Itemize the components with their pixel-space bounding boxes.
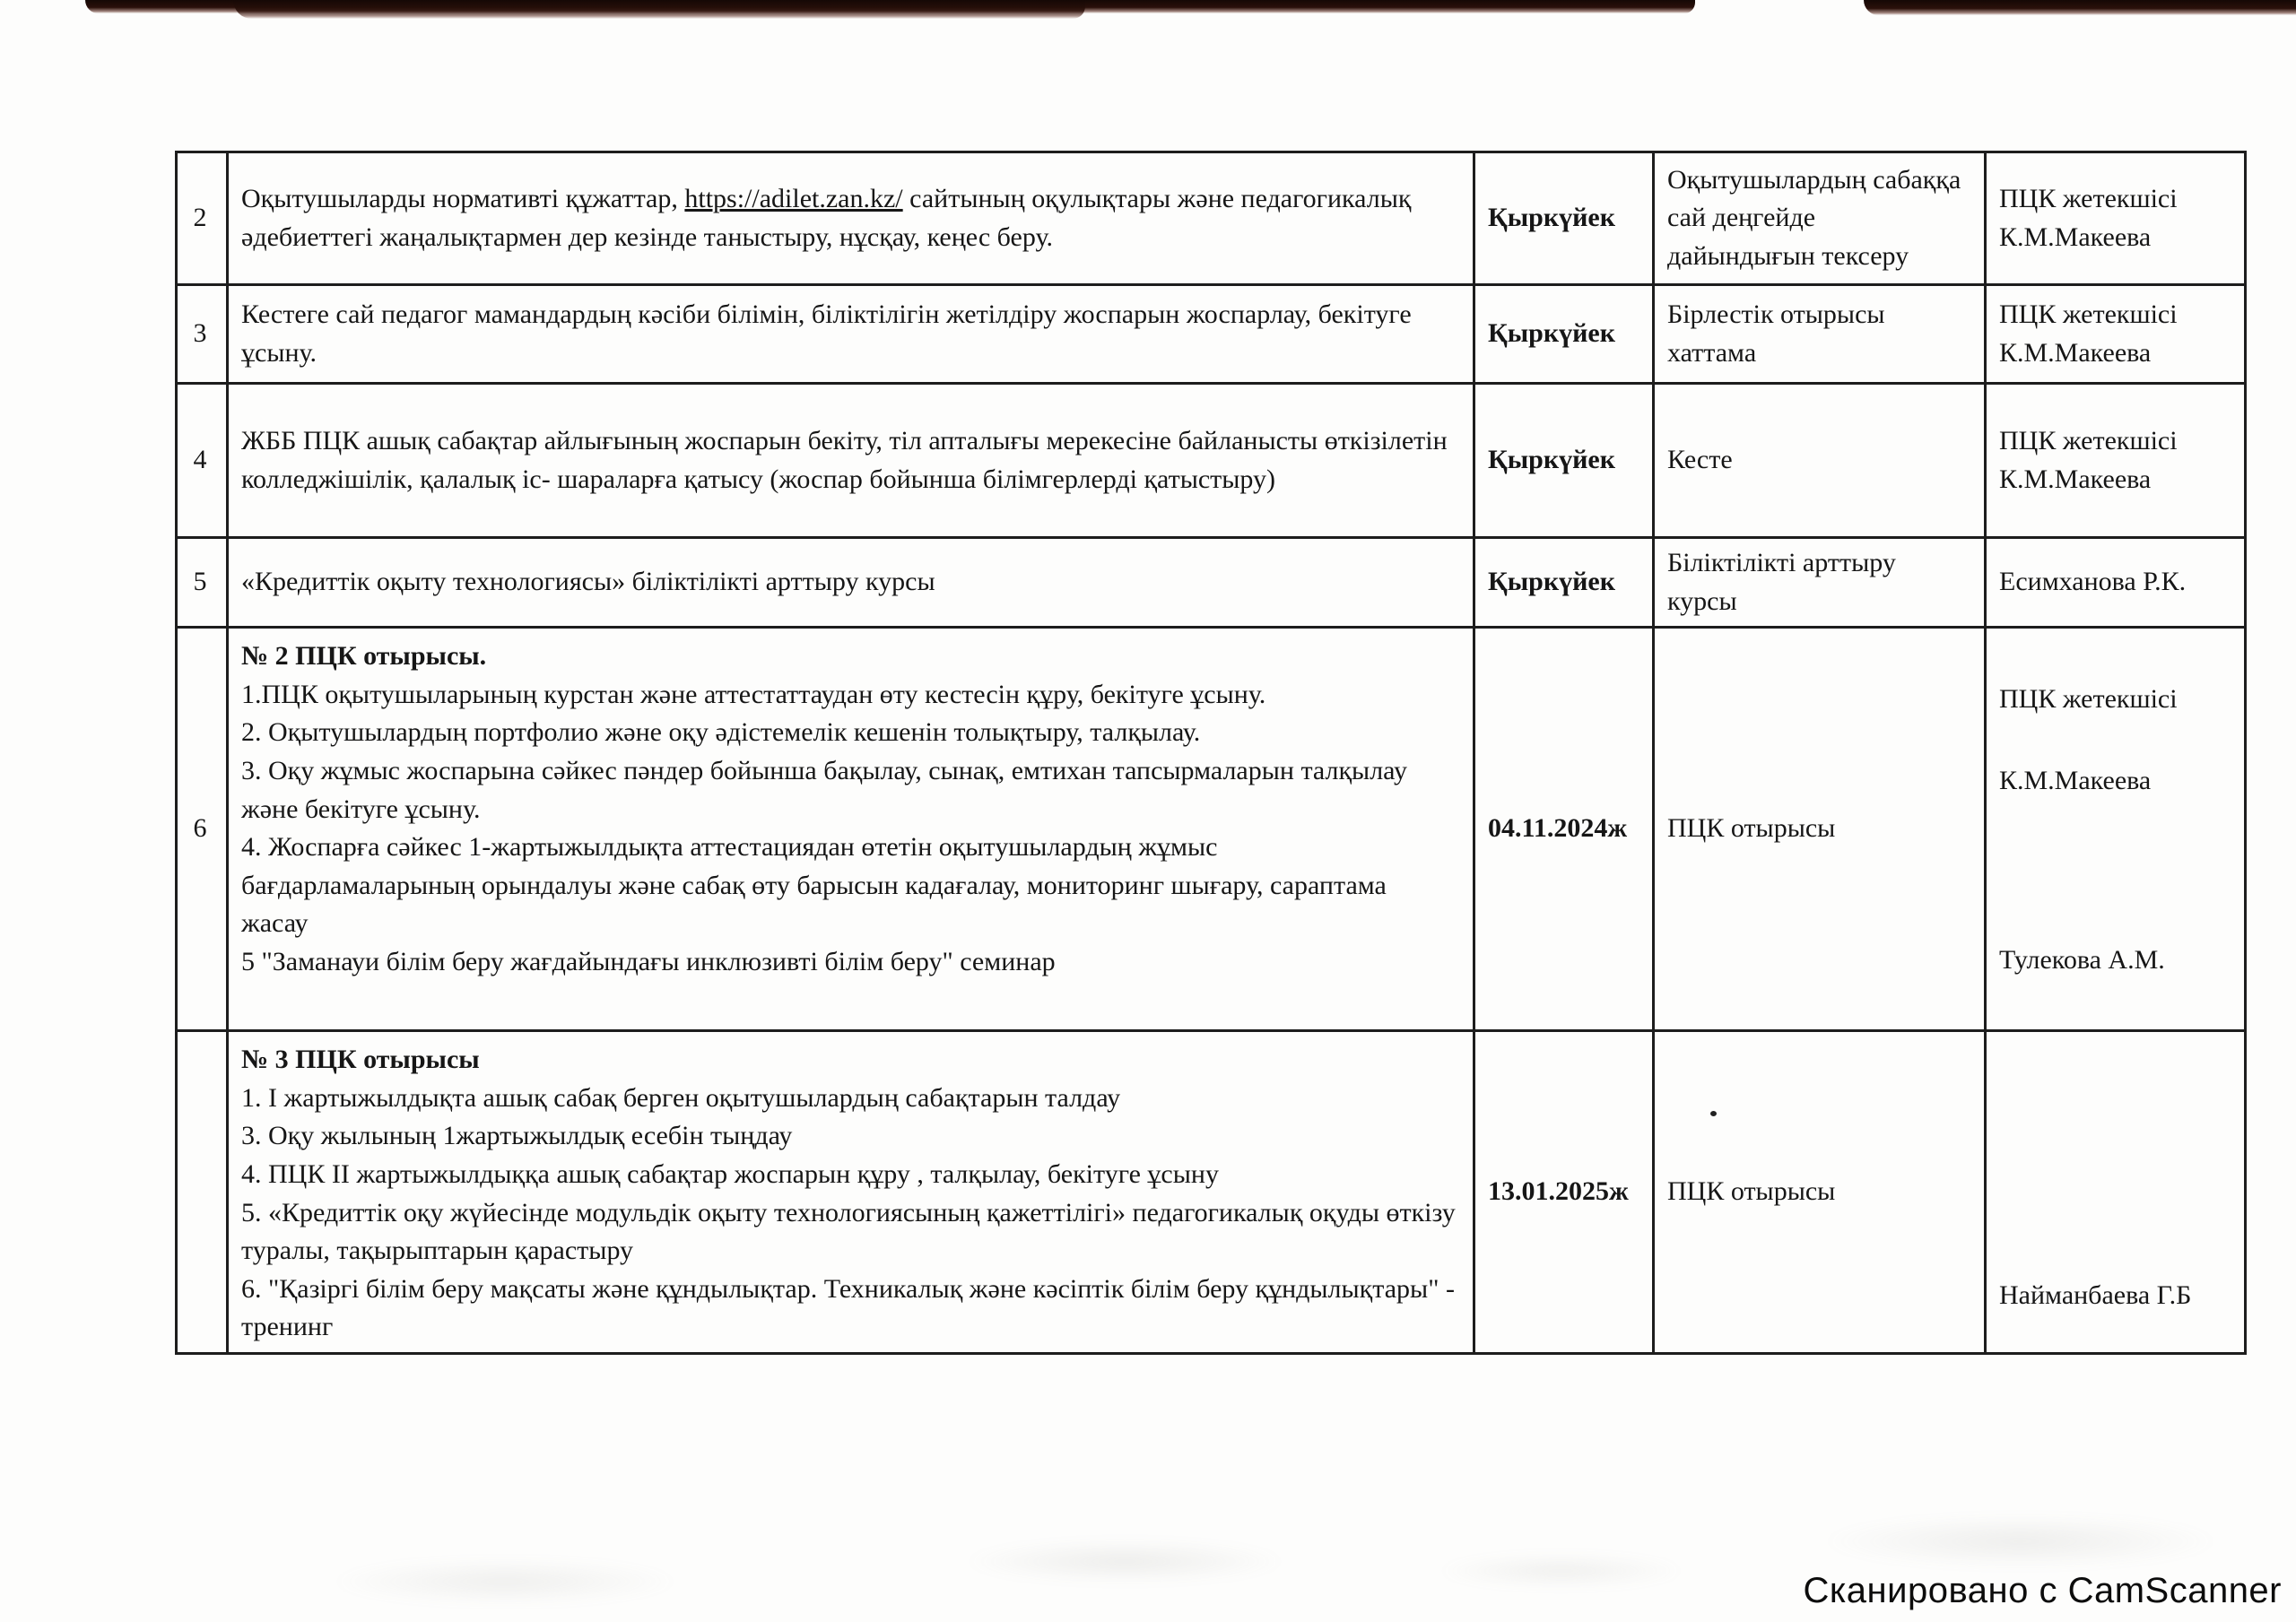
ink-dot-artifact [1710, 1111, 1717, 1116]
plan-table [175, 151, 2247, 1355]
agenda-item: 5. «Кредиттік оқу жүйесінде модульдік оқыту технологиясының қажеттілігі» педагогикалық оқуды өткізу туралы, тақырыптарын қарастыру [241, 1197, 1456, 1266]
responsible-name: ПЦК жетекшісі [1999, 684, 2178, 715]
row-number-cell: 3 [177, 285, 228, 384]
agenda-item: 3. Оқу жылының 1жартыжылдық есебін тыңдау [241, 1121, 793, 1151]
date-cell: Қыркүйек [1474, 538, 1654, 628]
responsible-name: Тулекова А.М. [1999, 945, 2165, 976]
table-row [177, 285, 2246, 384]
activity-cell: ЖББ ПЦК ашық сабақтар айлығының жоспарын бекіту, тіл апталығы мерекесіне байланысты өткізілетін колледжішілік, қалалық іс- шараларға қатысу (жоспар бойынша білімгерлерді қатыстыру) [228, 384, 1474, 538]
date-cell: Қыркүйек [1474, 384, 1654, 538]
row-number-cell: 5 [177, 538, 228, 628]
date-cell: 04.11.2024ж [1474, 628, 1654, 1031]
table-row [177, 628, 2246, 1031]
date-cell: Қыркүйек [1474, 152, 1654, 285]
activity-cell: Кестеге сай педагог мамандардың кәсіби білімін, біліктілігін жетілдіру жоспарын жоспарлау, бекітуге ұсыну. [228, 285, 1474, 384]
responsible-cell: ПЦК жетекшісі К.М.Макеева [1986, 152, 2246, 285]
agenda-item: 4. Жоспарға сәйкес 1-жартыжылдықта аттестациядан өтетін оқытушылардың жұмыс бағдарламаларының орындалуы және сабақ өту барысын кадағалау, мониторинг шығару, сараптама жасау [241, 832, 1387, 939]
agenda-item: 4. ПЦК II жартыжылдыққа ашық сабақтар жоспарын құру , талқылау, бекітуге ұсыну [241, 1158, 1219, 1189]
activity-cell [228, 628, 1474, 1031]
responsible-cell: Есимханова Р.К. [1986, 538, 2246, 628]
result-cell [1654, 1031, 1986, 1354]
agenda-item: 6. "Қазіргі білім беру мақсаты және құндылықтар. Техникалық және кәсіптік білім беру құндылықтары" - тренинг [241, 1273, 1455, 1342]
activity-link: https://adilet.zan.kz/ [684, 183, 903, 213]
table-row [177, 538, 2246, 628]
responsible-name: К.М.Макеева [1999, 765, 2152, 795]
meeting-title: № 2 ПЦК отырысы. [241, 641, 487, 672]
agenda-item: 2. Оқытушылардың портфолио және оқу әдістемелік кешенін толықтыру, талқылау. [241, 717, 1201, 748]
result-cell: Оқытушылардың сабаққа сай деңгейде дайындығын тексеру [1654, 152, 1986, 285]
table-row [177, 152, 2246, 285]
result-cell: Біліктілікті арттыру курсы [1654, 538, 1986, 628]
responsible-cell: ПЦК жетекшісі К.М.Макеева [1986, 384, 2246, 538]
activity-cell [228, 1031, 1474, 1354]
meeting-title: № 3 ПЦК отырысы [241, 1045, 480, 1075]
activity-cell: «Кредиттік оқыту технологиясы» біліктілікті арттыру курсы [228, 538, 1474, 628]
date-cell: 13.01.2025ж [1474, 1031, 1654, 1354]
date-cell: Қыркүйек [1474, 285, 1654, 384]
result-cell: Кесте [1654, 384, 1986, 538]
responsible-cell [1986, 628, 2246, 1031]
scan-edge-artifact [233, 0, 1085, 19]
row-number-cell: 2 [177, 152, 228, 285]
activity-cell [228, 152, 1474, 285]
agenda-item: 1.ПЦК оқытушыларының курстан және аттестаттаудан өту кестесін құру, бекітуге ұсыну. [241, 679, 1266, 709]
row-number-cell [177, 1031, 228, 1354]
scan-edge-artifact [1864, 0, 2296, 15]
result-cell: Бірлестік отырысы хаттама [1654, 285, 1986, 384]
agenda-item: 1. I жартыжылдықта ашық сабақ берген оқытушылардың сабақтарын талдау [241, 1082, 1121, 1113]
agenda-item: 3. Оқу жұмыс жоспарына сәйкес пәндер бойынша бақылау, сынақ, емтихан тапсырмаларын талқылау және бекітуге ұсыну. [241, 755, 1407, 824]
table-row [177, 1031, 2246, 1354]
row-number-cell: 6 [177, 628, 228, 1031]
result-text: ПЦК отырысы [1667, 1176, 1836, 1207]
camscanner-watermark: Сканировано с CamScanner [1803, 1571, 2282, 1610]
responsible-cell: ПЦК жетекшісі К.М.Макеева [1986, 285, 2246, 384]
activity-text: Оқытушыларды нормативті құжаттар, [241, 183, 685, 213]
activity-text: сайтының оқулықтары және педагогикалық әдебиеттегі жаңалықтармен дер кезінде таныстыру, нұсқау, кеңес беру. [241, 183, 1412, 252]
table-row [177, 384, 2246, 538]
row-number-cell: 4 [177, 384, 228, 538]
result-cell: ПЦК отырысы [1654, 628, 1986, 1031]
responsible-cell: Найманбаева Г.Б [1986, 1031, 2246, 1354]
agenda-item: 5 "Заманауи білім беру жағдайындағы инклюзивті білім беру" семинар [241, 946, 1056, 976]
